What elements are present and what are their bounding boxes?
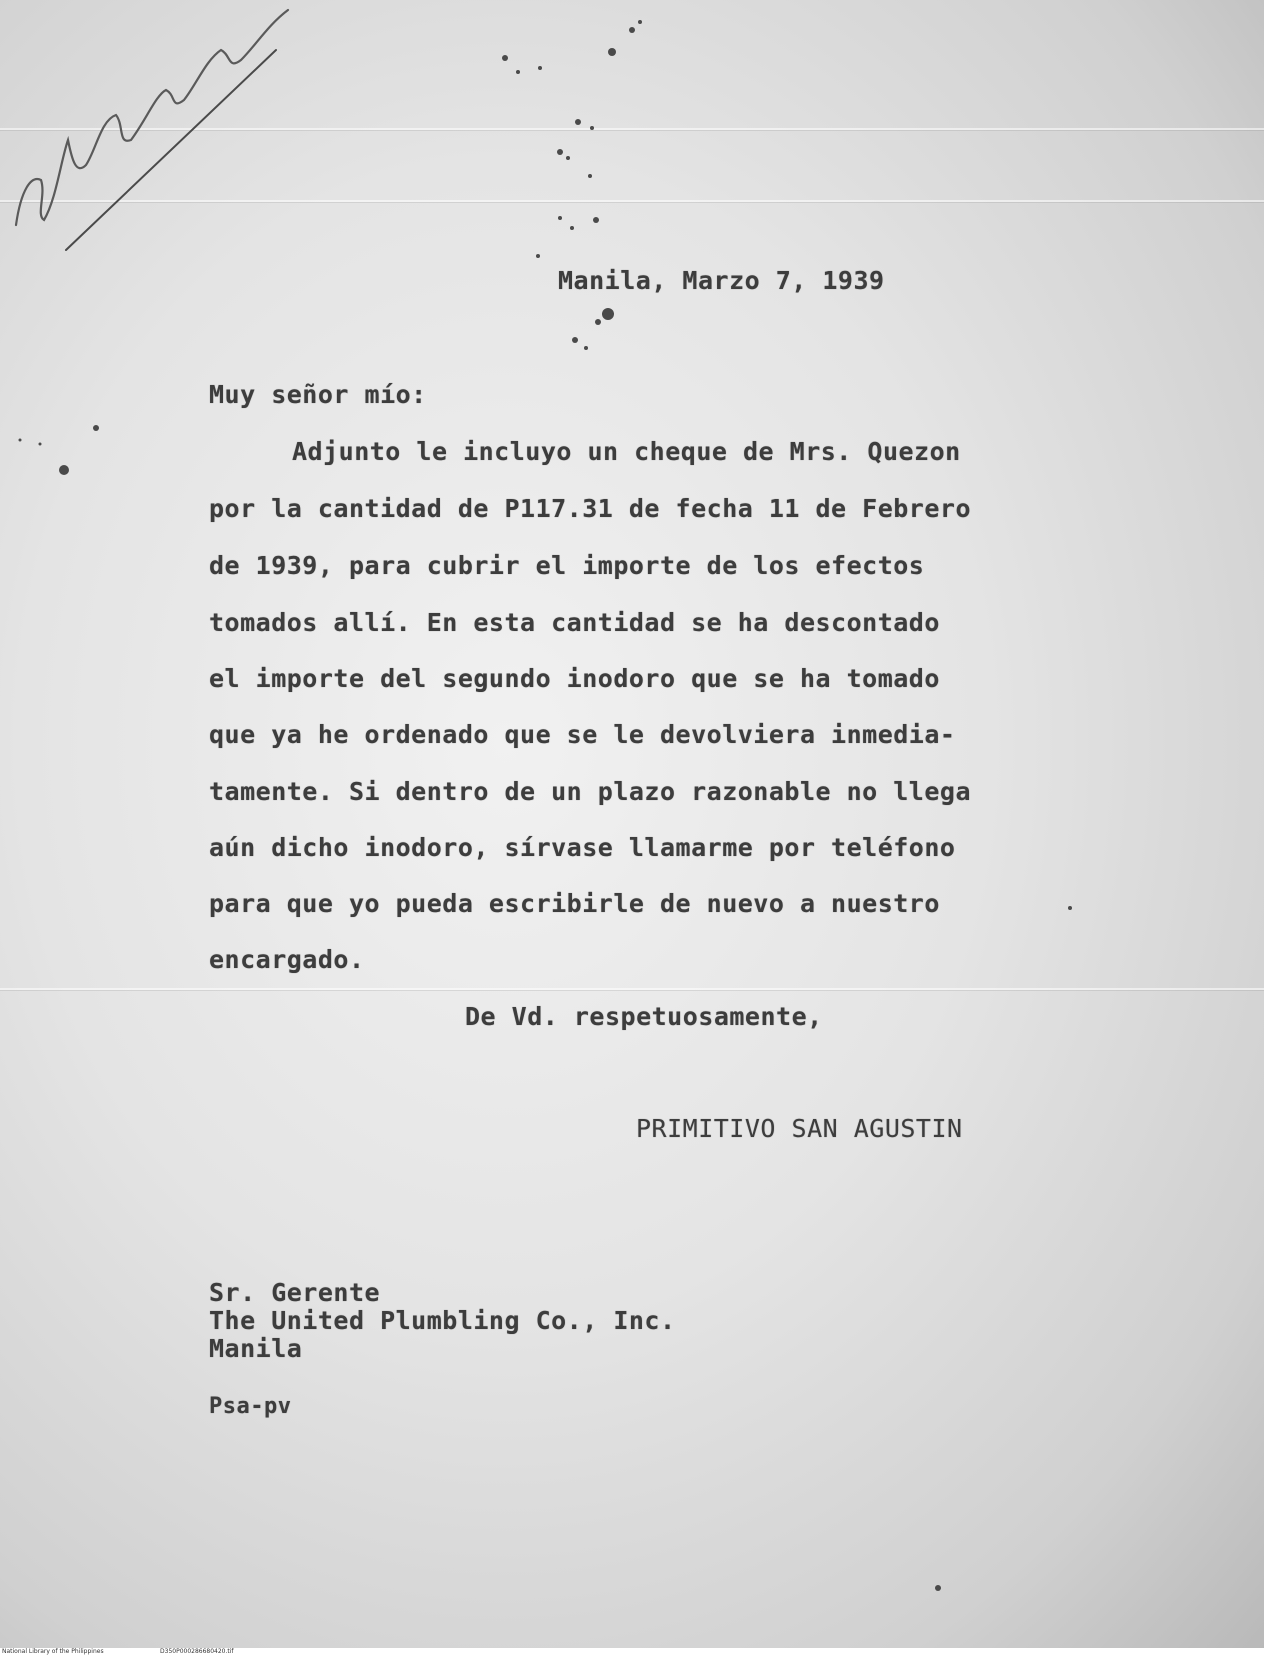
recipient-city: Manila [209,1334,303,1363]
letter-salutation: Muy señor mío: [209,380,427,409]
footer-file-code: D350P000286680420.tif [160,1648,234,1655]
letter-body-line: el importe del segundo inodoro que se ha tomado [209,664,940,693]
letter-body-line: para que yo pueda escribirle de nuevo a nuestro [209,889,940,918]
letter-body-line: de 1939, para cubrir el importe de los efectos [209,551,925,580]
letter-body-line: encargado. [209,945,365,974]
letter-body-line: Adjunto le incluyo un cheque de Mrs. Quezon [292,437,961,466]
letter-body-line: que ya he ordenado que se le devolviera inmedia- [209,720,956,749]
paper-fold-line [0,988,1264,990]
letter-closing: De Vd. respetuosamente, [465,1002,823,1031]
letter-body-line: tamente. Si dentro de un plazo razonable no llega [209,777,972,806]
footer-library-credit: National Library of the Philippines [2,1648,104,1655]
handwritten-annotation [6,0,306,260]
letter-body-line: aún dicho inodoro, sírvase llamarme por teléfono [209,833,956,862]
letter-date: Manila, Marzo 7, 1939 [558,266,885,295]
letter-body-line: por la cantidad de P117.31 de fecha 11 de Febrero [209,494,972,523]
recipient-company: The United Plumbling Co., Inc. [209,1306,676,1335]
letter-body-line: tomados allí. En esta cantidad se ha descontado [209,608,940,637]
recipient-title: Sr. Gerente [209,1278,381,1307]
letter-signature: PRIMITIVO SAN AGUSTIN [636,1114,963,1143]
typist-initials: Psa-pv [209,1394,292,1419]
